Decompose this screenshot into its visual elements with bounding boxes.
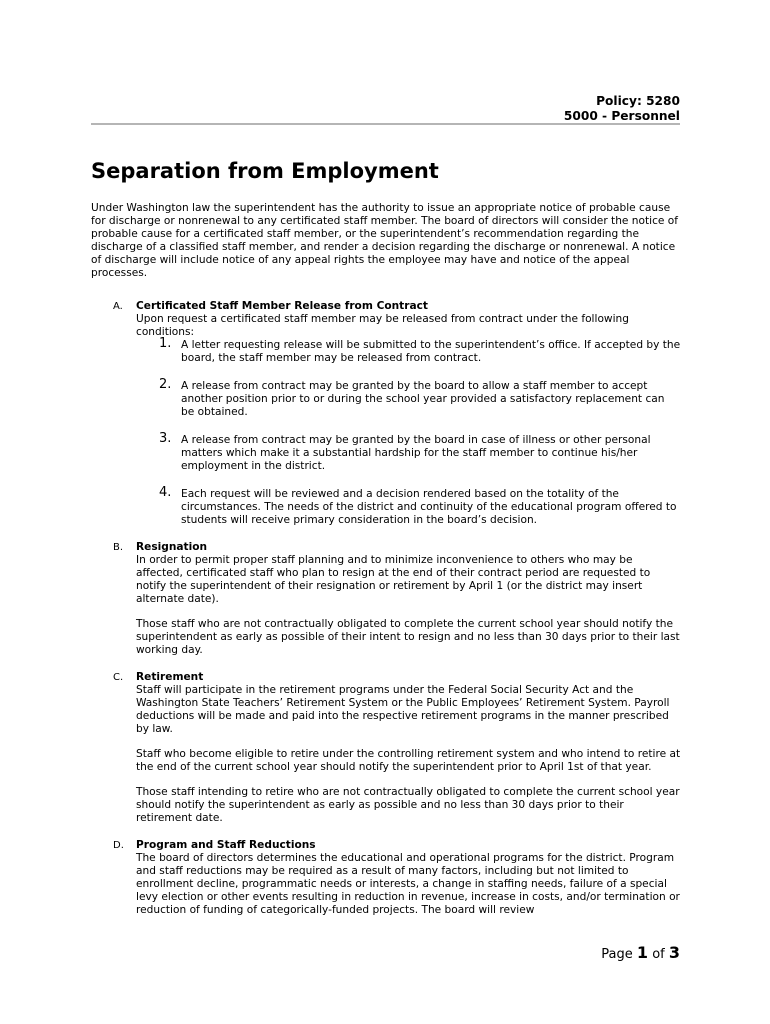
section-letter: B. xyxy=(113,542,124,553)
policy-series: 5000 - Personnel xyxy=(563,109,680,123)
list-item-text: A release from contract may be granted by the board to allow a staff member to accept another position prior to or during the school year provided a satisfactory replacement can be obtained. xyxy=(181,380,665,418)
conditions-list xyxy=(136,336,681,527)
list-item-number: 2. xyxy=(159,377,172,392)
section-paragraph: Those staff intending to retire who are not contractually obligated to complete the current school year should notify the superintendent as early as possible and no less than 30 days prior to their retirement date. xyxy=(136,786,680,824)
list-item-text: A letter requesting release will be submitted to the superintendent’s office. If accepted by the board, the staff member may be released from contract. xyxy=(181,339,681,364)
section-paragraph: Those staff who are not contractually obligated to complete the current school year should notify the superintendent as early as possible of their intent to resign and no less than 30 days prior to their last working day. xyxy=(136,618,680,656)
section-letter: C. xyxy=(113,672,124,683)
header-rule xyxy=(91,123,680,125)
section-title: Retirement xyxy=(136,671,204,683)
list-item-number: 3. xyxy=(159,431,172,446)
list-item-number: 1. xyxy=(159,336,172,351)
list-item-text: Each request will be reviewed and a decision rendered based on the totality of the circumstances. The needs of the district and continuity of the educational program offered to students will receive primary consideration in the board’s decision. xyxy=(181,488,677,526)
page-title: Separation from Employment xyxy=(91,159,439,183)
policy-number: Policy: 5280 xyxy=(596,94,680,108)
section-b xyxy=(91,541,681,657)
section-title: Certificated Staff Member Release from Contract xyxy=(136,300,428,312)
page-label: Page xyxy=(601,947,633,962)
section-d xyxy=(91,839,681,917)
section-paragraph: The board of directors determines the educational and operational programs for the district. Program and staff reductions may be required as a result of many factors, including but not limited to enrollment decline, programmatic needs or interests, a change in staffing needs, failure of a special levy election or other events resulting in reduction in revenue, increase in costs, and/or termination or reduction of funding of categorically-funded projects. The board will review xyxy=(136,852,680,916)
list-item xyxy=(136,336,681,365)
section-a xyxy=(91,300,681,527)
intro-paragraph: Under Washington law the superintendent has the authority to issue an appropriate notice of probable cause for discharge or nonrenewal to any certificated staff member. The board of directors will consider the notice of probable cause for a certificated staff member, or the superintendent’s recommendation regarding the discharge of a classified staff member, and render a decision regarding the discharge or nonrenewal. A notice of discharge will include notice of any appeal rights the employee may have and notice of the appeal processes. xyxy=(91,202,679,279)
list-item-text: A release from contract may be granted by the board in case of illness or other personal matters which make it a substantial hardship for the staff member to continue his/her employment in the district. xyxy=(181,434,651,472)
section-letter: D. xyxy=(113,840,124,851)
list-item xyxy=(136,377,681,419)
section-paragraph: In order to permit proper staff planning and to minimize inconvenience to others who may be affected, certificated staff who plan to resign at the end of their contract period are requested to notify the superintendent of their resignation or retirement by April 1 (or the district may insert alternate date). xyxy=(136,554,651,605)
section-paragraph: Staff will participate in the retirement programs under the Federal Social Security Act and the Washington State Teachers’ Retirement System or the Public Employees’ Retirement System. Payroll deductions will be made and paid into the respective retirement programs in the manner prescribed by law. xyxy=(136,684,670,735)
of-label: of xyxy=(652,947,665,962)
list-item-number: 4. xyxy=(159,485,172,500)
document-body xyxy=(91,202,681,931)
current-page-number: 1 xyxy=(636,943,649,962)
policy-header xyxy=(91,94,680,124)
section-letter: A. xyxy=(113,301,123,312)
section-paragraph: Staff who become eligible to retire under the controlling retirement system and who intend to retire at the end of the current school year should notify the superintendent prior to April 1st of that year. xyxy=(136,748,681,773)
section-title: Program and Staff Reductions xyxy=(136,839,316,851)
list-item xyxy=(136,485,681,527)
section-c xyxy=(91,671,681,825)
section-paragraph: Upon request a certificated staff member may be released from contract under the following conditions: xyxy=(136,313,629,338)
section-title: Resignation xyxy=(136,541,208,553)
list-item xyxy=(136,431,681,473)
total-pages-number: 3 xyxy=(668,943,680,962)
page-footer xyxy=(91,944,680,964)
